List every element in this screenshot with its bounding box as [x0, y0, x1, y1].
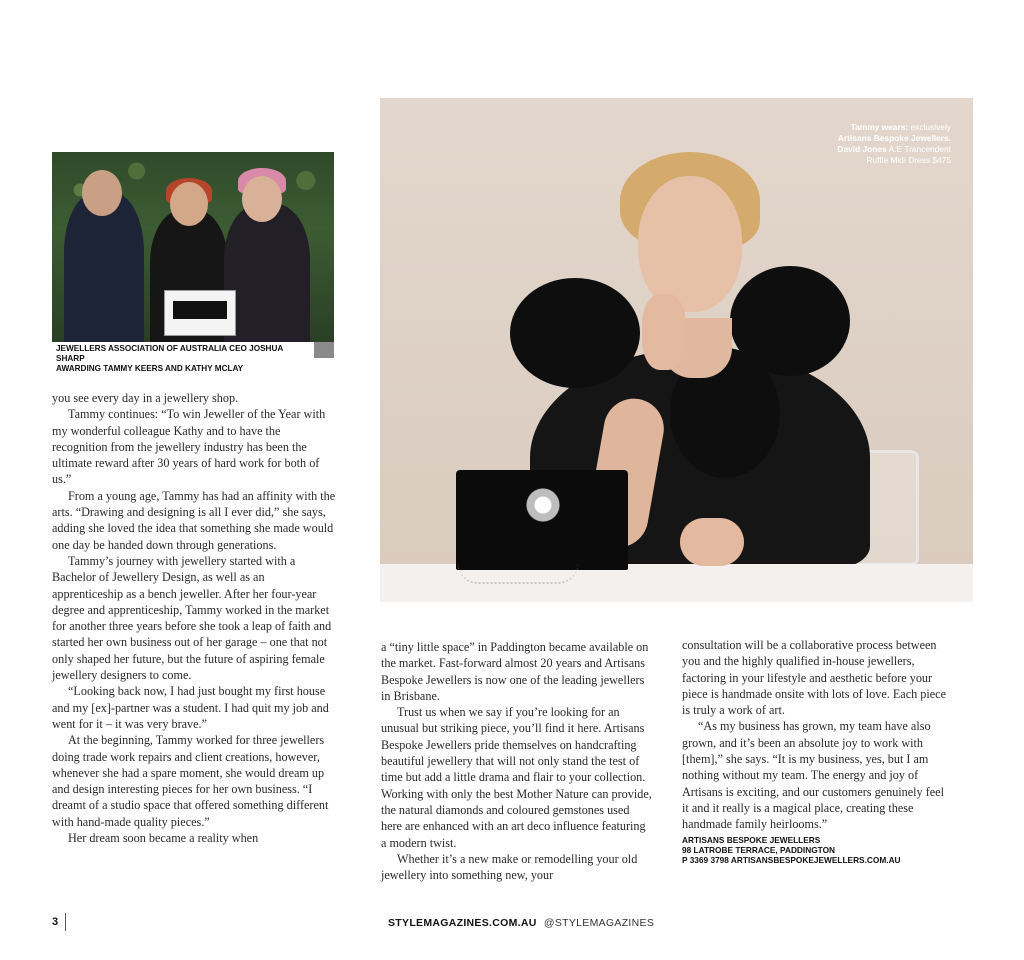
address-line: P 3369 3798 ARTISANSBESPOKEJEWELLERS.COM.AU — [682, 855, 901, 866]
article-column-2 — [381, 639, 653, 883]
article-column-3 — [682, 637, 952, 866]
paragraph: “Looking back now, I had just bought my first house and my [ex]-partner was a student. I had quit my job and went for it – it was very brave.” — [52, 684, 329, 731]
paragraph: Her dream soon became a reality when — [68, 831, 259, 846]
page-number: 3 — [52, 916, 59, 928]
caption-text: exclusively — [908, 122, 951, 132]
person-kathy-mclay — [224, 204, 310, 342]
caption-line: JEWELLERS ASSOCIATION OF AUSTRALIA CEO JOSHUA SHARP — [56, 344, 283, 363]
paragraph: At the beginning, Tammy worked for three jewellers doing trade work repairs and client creations, however, whenever she had a spare moment, she would dream up and design interesting pieces for her own business. “I dreamt of a studio space that offered something different with hand-made quality pieces.” — [52, 733, 329, 829]
person-head — [170, 182, 208, 226]
jewelled-brooch — [516, 472, 570, 538]
portrait-caption — [801, 122, 951, 166]
address-line: 98 LATROBE TERRACE, PADDINGTON — [682, 844, 836, 855]
footer — [388, 917, 654, 929]
award-certificate — [164, 290, 236, 336]
paragraph: “As my business has grown, my team have also grown, and it’s been an absolute joy to work with [them],” she says. “It is my business, yes, but I am nothing without my team. The energy and joy of Artisans is exciting, and our customers genuinely feel it and it really is a magical place, creating these handmade family heirlooms.” — [682, 719, 944, 832]
caption-accent-bar — [314, 342, 334, 358]
person-head — [82, 170, 122, 216]
person-head — [242, 176, 282, 222]
hand-on-chin — [642, 294, 686, 370]
page-number-divider — [65, 913, 66, 931]
paragraph: From a young age, Tammy has had an affinity with the arts. “Drawing and designing is all I ever did,” she says, adding she loved the idea that something she made would one day be handed down through generations. — [52, 488, 336, 552]
caption-text: Ruffle Midi Dress $475 — [866, 155, 951, 165]
paragraph: Trust us when we say if you’re looking for an unusual but striking piece, you’ll find it here. Artisans Bespoke Jewellers pride themselves on handcrafting beautiful jewellery that will not only stand the test of time but add a little drama and flair to your collection. Working with only the best Mother Nature can provide, the natural diamonds and coloured gemstones used here are enhanced with an art deco influence featuring a modern twist. — [381, 705, 652, 850]
hand-on-table — [680, 518, 744, 566]
caption-text: A.E Trancendent — [886, 144, 951, 154]
caption-bold: Tammy wears: — [850, 122, 909, 132]
business-address — [682, 835, 952, 866]
article-column-1 — [52, 390, 336, 846]
award-photo — [52, 152, 334, 342]
caption-bold: David Jones — [837, 144, 887, 154]
paragraph: Tammy continues: “To win Jeweller of the Year with my wonderful colleague Kathy and to have the recognition from the jewellery industry has been the ultimate reward after 30 years of hard work for both of us.” — [52, 407, 326, 487]
paragraph: consultation will be a collaborative process between you and the highly qualified in-house jewellers, factoring in your lifestyle and aesthetic before your piece is handmade onsite with lots of love. Each piece is truly a work of art. — [682, 638, 946, 718]
certificate-band — [173, 301, 227, 319]
caption-line: AWARDING TAMMY KEERS AND KATHY MCLAY — [56, 364, 244, 373]
clutch-chain — [458, 564, 578, 584]
caption-bold: Artisans Bespoke Jewellers. — [837, 133, 951, 143]
address-line: ARTISANS BESPOKE JEWELLERS — [682, 834, 821, 845]
footer-site: STYLEMAGAZINES.COM.AU — [388, 917, 537, 929]
paragraph: Whether it’s a new make or remodelling your old jewellery into something new, your — [381, 851, 638, 883]
award-photo-caption — [52, 342, 314, 373]
paragraph: a “tiny little space” in Paddington became available on the market. Fast-forward almost 20 years and Artisans Bespoke Jewellers is now one of the leading jewellers in Brisbane. — [381, 640, 649, 703]
portrait-photo — [380, 98, 973, 602]
footer-handle: @STYLEMAGAZINES — [543, 917, 655, 929]
paragraph: you see every day in a jewellery shop. — [52, 391, 239, 405]
paragraph: Tammy’s journey with jewellery started with a Bachelor of Jewellery Design, as well as an apprenticeship as a bench jeweller. After her four-year degree and apprenticeship, Tammy worked in the market for another three years before she took a leap of faith and started her own business out of her garage – one that not only shaped her future, but the future of aspiring female jewellery designers to come. — [52, 553, 332, 683]
face — [638, 176, 742, 312]
dress-ruffle — [510, 278, 640, 388]
